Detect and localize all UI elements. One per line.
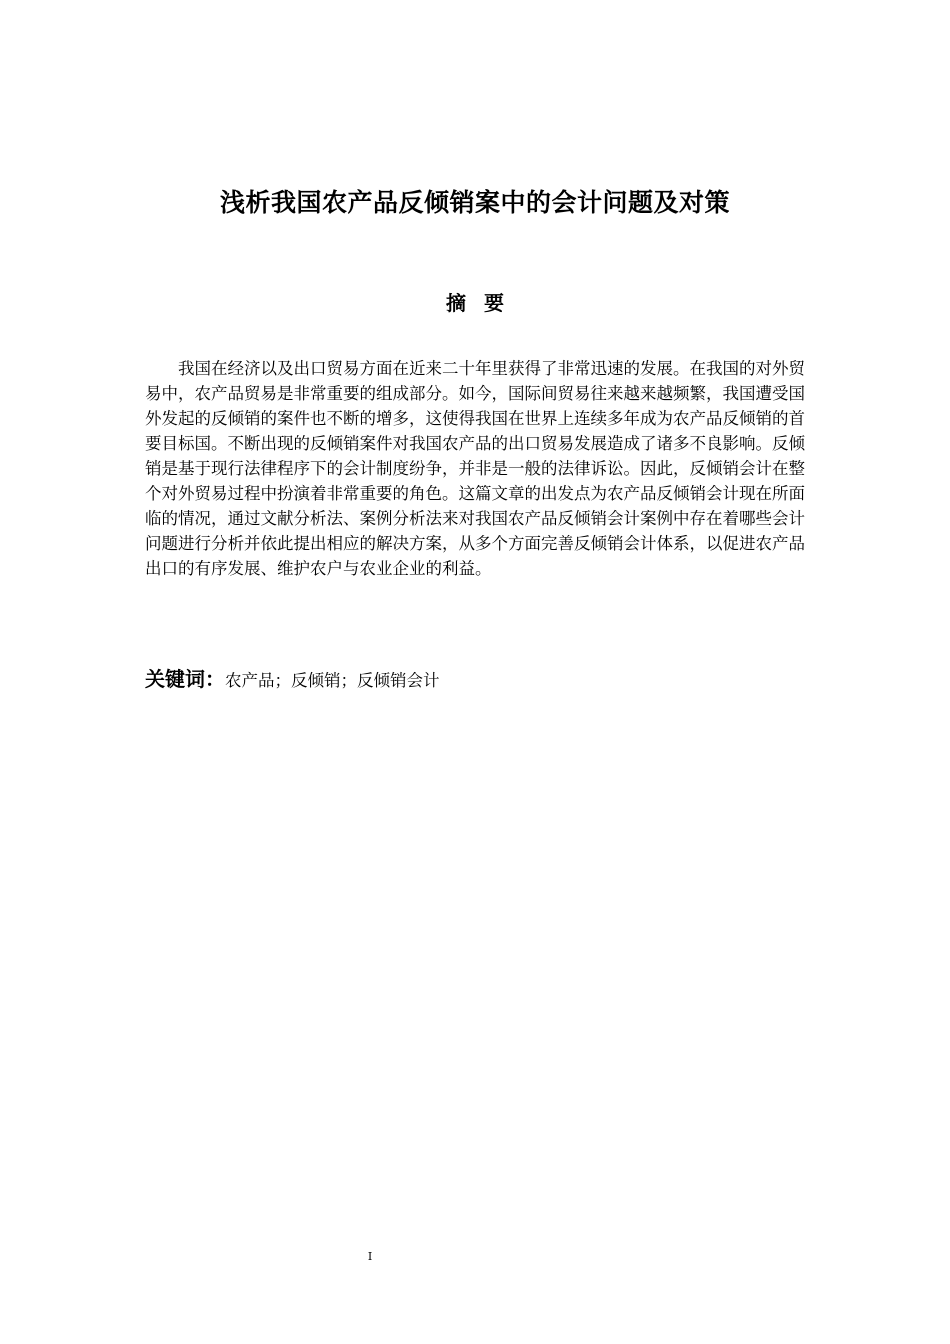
keywords-value: 农产品；反倾销；反倾销会计 [225,671,440,690]
abstract-heading: 摘要 [446,291,522,315]
page-number: I [367,1250,373,1263]
document-title: 浅析我国农产品反倾销案中的会计问题及对策 [219,188,730,217]
abstract-body: 我国在经济以及出口贸易方面在近来二十年里获得了非常迅速的发展。在我国的对外贸易中，农产品贸易是非常重要的组成部分。如今，国际间贸易往来越来越频繁，我国遭受国外发起的反倾销的案件也不断的增多，这使得我国在世界上连续多年成为农产品反倾销的首要目标国。不断出现的反倾销案件对我国农产品的出口贸易发展造成了诸多不良影响。反倾销是基于现行法律程序下的会计制度纷争，并非是一般的法律诉讼。因此，反倾销会计在整个对外贸易过程中扮演着非常重要的角色。这篇文章的出发点为农产品反倾销会计现在所面临的情况，通过文献分析法、案例分析法来对我国农产品反倾销会计案例中存在着哪些会计问题进行分析并依此提出相应的解决方案，从多个方面完善反倾销会计体系，以促进农产品出口的有序发展、维护农户与农业企业的利益。 [145,359,805,578]
keywords-label: 关键词： [145,667,225,691]
keywords-line [145,663,805,692]
